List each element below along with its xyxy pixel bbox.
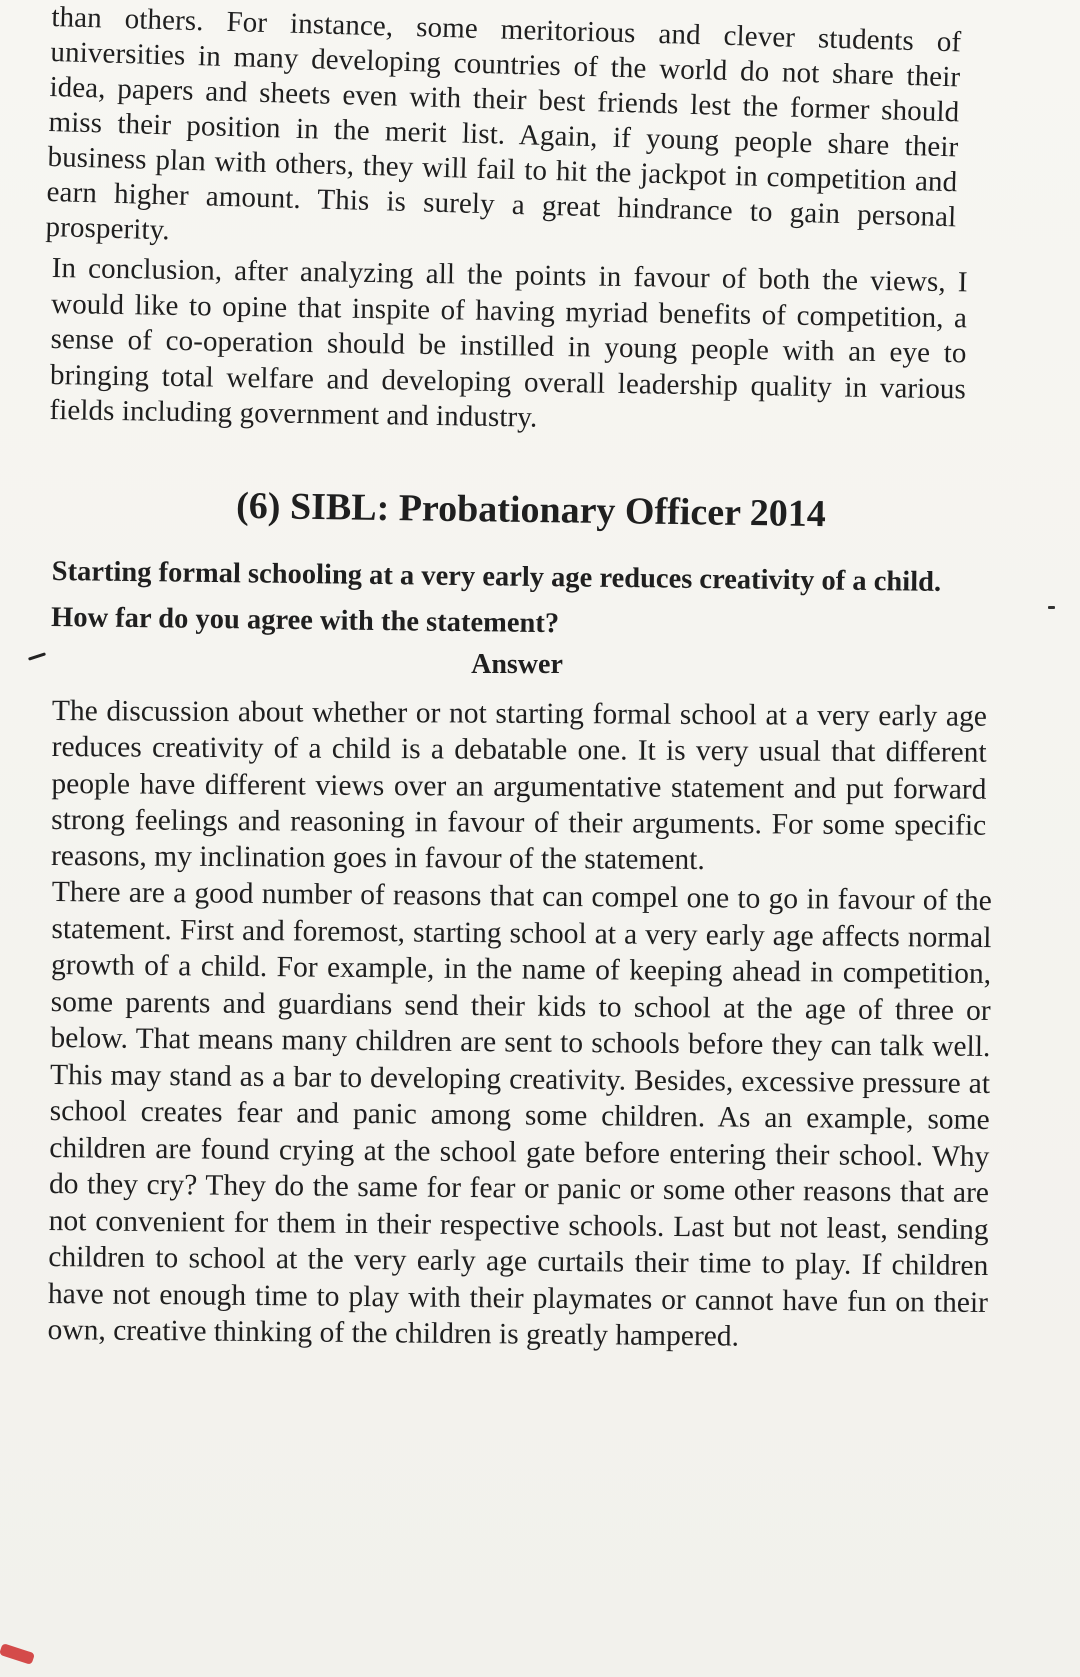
- answer-heading: Answer: [471, 648, 563, 680]
- continued-paragraph: than others. For instance, some meritorious and clever students of universities in many developing countries of the world do not share their idea, papers and sheets even with their best friends lest the former should miss their position in the merit list. Again, if young people share their business plan with others, they will fail to hit the jackpot in competition and earn higher amount. This is surely a great hindrance to gain personal prosperity.: [45, 0, 962, 247]
- answer-paragraph-2: There are a good number of reasons that can compel one to go in favour of the statement. First and foremost, starting school at a very early age affects normal growth of a child. For example, in the name of keeping ahead in competition, some parents and guardians send their kids to school at the age of three or below. That means many children are sent to schools before they can talk well. This may stand as a bar to developing creativity. Besides, excessive pressure at school creates fear and panic among some children. As an example, some children are found crying at the school gate before entering their school. Why do they cry? They do the same for fear or panic or some other reasons that are not convenient for them in their respective schools. Last but not least, sending children to school at the very early age curtails their time to play. If children have not enough time to play with their playmates or cannot have fun on their own, creative thinking of the children is greatly hampered.: [47, 875, 992, 1353]
- corner-color-mark: [0, 1643, 35, 1665]
- essay-question: Starting formal schooling at a very early age reduces creativity of a child. How far do you agree with the statement?: [50, 555, 942, 639]
- margin-dash-mark: [1048, 606, 1055, 609]
- section-title: (6) SIBL: Probationary Officer 2014: [235, 484, 827, 535]
- conclusion-paragraph: In conclusion, after analyzing all the points in favour of both the views, I would like to opine that inspite of having myriad benefits of competition, a sense of co-operation should be instilled in young people with an eye to bringing total welfare and developing overall leadership quality in various fields including government and industry.: [49, 251, 968, 434]
- answer-paragraph-1: The discussion about whether or not starting formal school at a very early age reduces creativity of a child is a debatable one. It is very usual that different people have different views over an argumentative statement and put forward strong feelings and reasoning in favour of their arguments. For some specific reasons, my inclination goes in favour of the statement.: [50, 694, 987, 876]
- page-content: [45, 0, 1012, 1353]
- margin-tick-mark: [28, 652, 46, 660]
